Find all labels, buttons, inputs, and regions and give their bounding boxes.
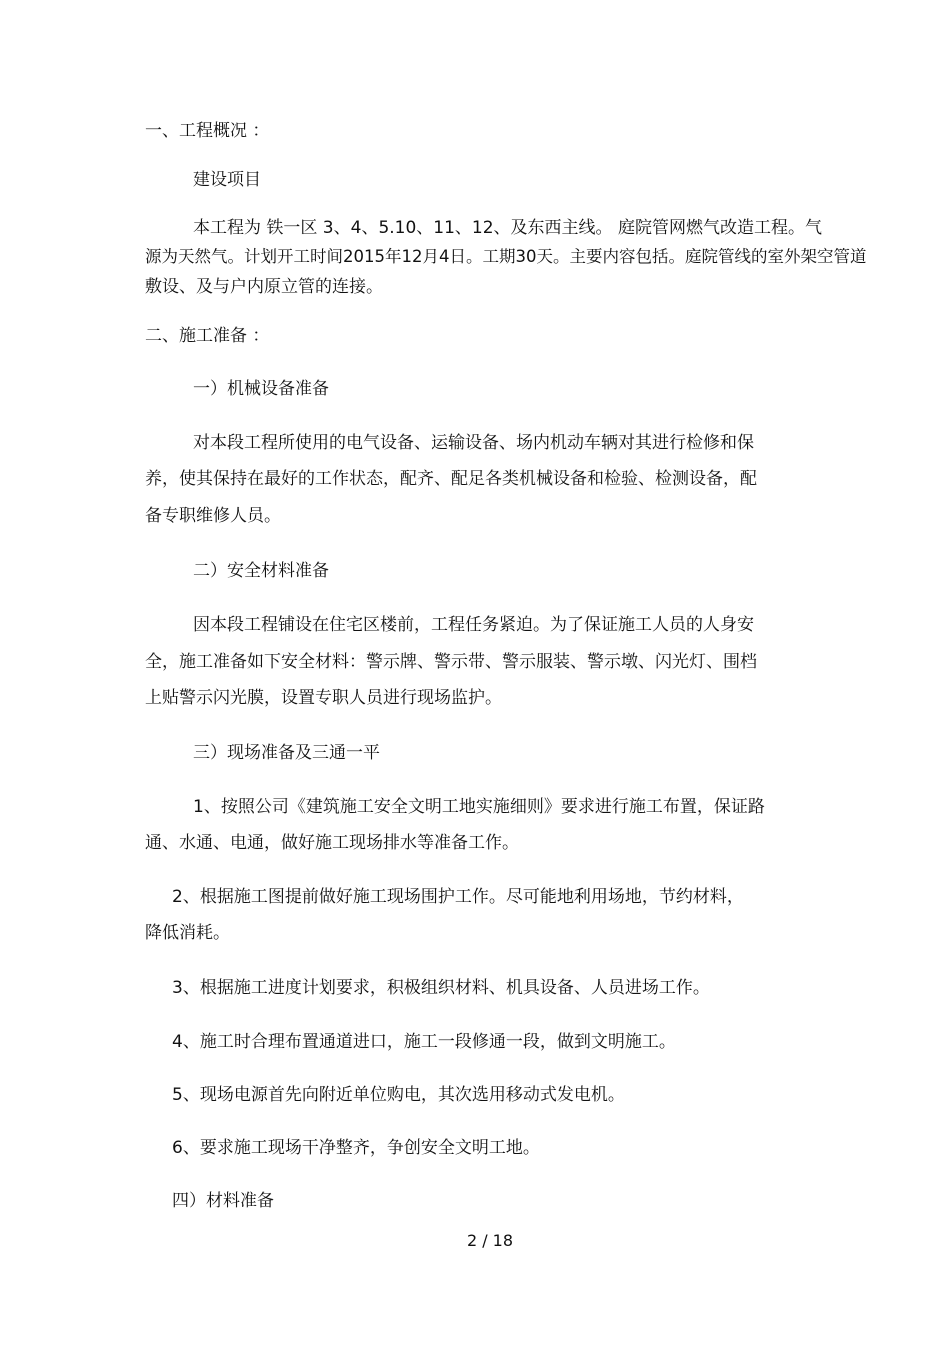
paragraph-line: 对本段工程所使用的电气设备、运输设备、场内机动车辆对其进行检修和保 (193, 433, 754, 453)
paragraph-line: 上贴警示闪光膜，设置专职人员进行现场监护。 (145, 688, 502, 708)
section-heading-overview: 一、工程概况 ： (145, 121, 270, 141)
paragraph-line: 因本段工程铺设在住宅区楼前，工程任务紧迫。为了保证施工人员的人身安 (193, 615, 754, 635)
list-item-line: 降低消耗。 (145, 923, 230, 943)
paragraph-line: 全，施工准备如下安全材料：警示牌、警示带、警示服装、警示墩、闪光灯、围档 (145, 652, 757, 672)
subheading-safety-materials: 二）安全材料准备 (193, 561, 329, 581)
subheading-materials: 四）材料准备 (172, 1191, 274, 1211)
list-item-line: 1、按照公司《建筑施工安全文明工地实施细则》要求进行施工布置，保证路 (193, 797, 765, 817)
list-item-line: 4、施工时合理布置通道进口，施工一段修通一段，做到文明施工。 (172, 1032, 676, 1052)
subheading-project: 建设项目 (193, 170, 261, 190)
list-item-line: 5、现场电源首先向附近单位购电，其次选用移动式发电机。 (172, 1085, 625, 1105)
list-item-line: 6、要求施工现场干净整齐，争创安全文明工地。 (172, 1138, 540, 1158)
list-item-line: 2、根据施工图提前做好施工现场围护工作。尽可能地利用场地，节约材料， (172, 887, 744, 907)
paragraph-line: 本工程为 铁一区 3、4、5.10、11、12、及东西主线。 庭院管网燃气改造工程。气 (193, 218, 822, 238)
paragraph-line: 源为天然气。计划开工时间2015年12月4日。工期30天。主要内容包括。庭院管线的室外架空管道 (145, 247, 867, 266)
paragraph-line: 敷设、及与户内原立管的连接。 (145, 277, 383, 297)
list-item-line: 通、水通、电通，做好施工现场排水等准备工作。 (145, 833, 519, 853)
subheading-site-preparation: 三）现场准备及三通一平 (193, 743, 380, 763)
page-number: 2 / 18 (466, 1231, 514, 1250)
subheading-machinery: 一）机械设备准备 (193, 379, 329, 399)
paragraph-line: 养，使其保持在最好的工作状态，配齐、配足各类机械设备和检验、检测设备，配 (145, 469, 757, 489)
section-heading-preparation: 二、施工准备 ： (145, 326, 270, 346)
paragraph-line: 备专职维修人员。 (145, 506, 281, 526)
list-item-line: 3、根据施工进度计划要求，积极组织材料、机具设备、人员进场工作。 (172, 978, 710, 998)
